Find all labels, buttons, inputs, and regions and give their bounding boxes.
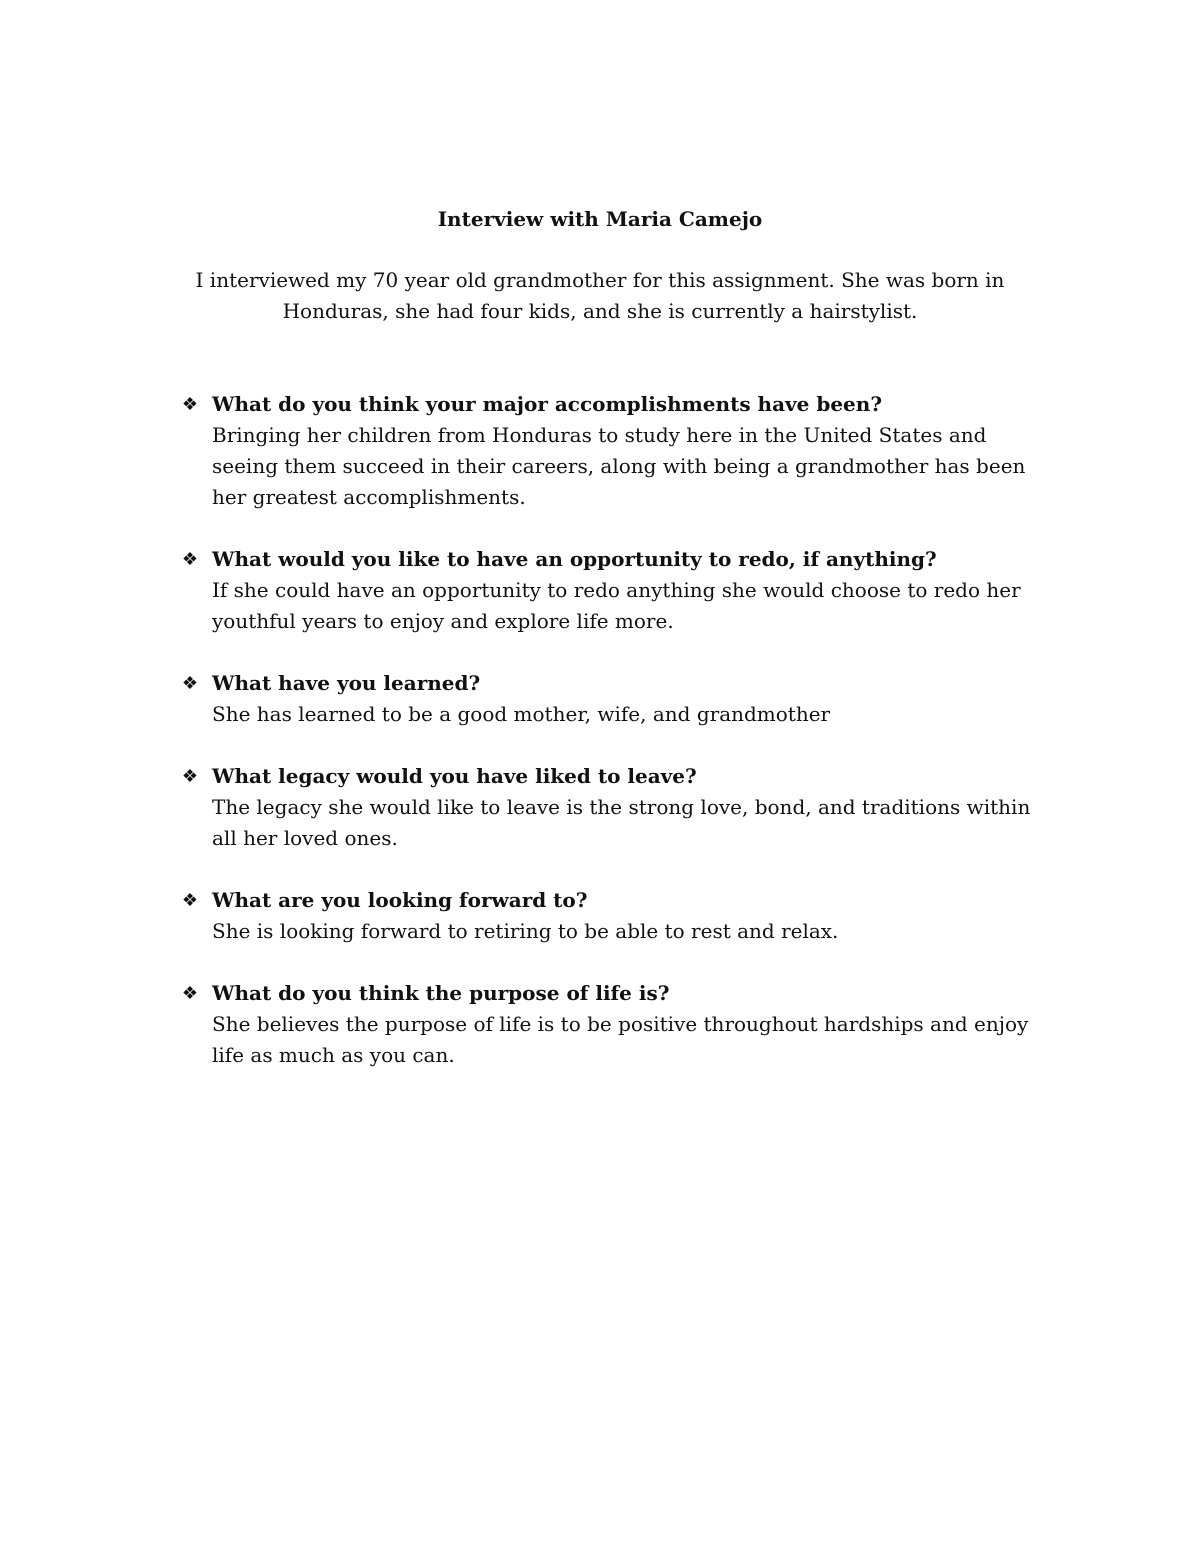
list-item <box>178 668 1058 730</box>
answer-text: Bringing her children from Honduras to study here in the United States and seeing them succeed in their careers, along with being a grandmother has been her greatest accomplishments. <box>212 423 1026 509</box>
diamond-bullet-icon: ❖ <box>181 394 199 415</box>
question-text: What do you think the purpose of life is? <box>212 981 670 1005</box>
question-list <box>178 389 1058 1102</box>
list-item <box>178 389 1058 513</box>
list-item <box>178 544 1058 637</box>
list-item <box>178 885 1058 947</box>
diamond-bullet-icon: ❖ <box>181 673 199 694</box>
document-title: Interview with Maria Camejo <box>437 207 763 231</box>
answer-text: The legacy she would like to leave is the strong love, bond, and traditions within all her loved ones. <box>212 795 1031 850</box>
diamond-bullet-icon: ❖ <box>181 766 199 787</box>
answer-text: She believes the purpose of life is to be positive throughout hardships and enjoy life as much as you can. <box>212 1012 1029 1067</box>
question-text: What legacy would you have liked to leave? <box>212 764 697 788</box>
intro-paragraph: I interviewed my 70 year old grandmother for this assignment. She was born in Honduras, she had four kids, and she is currently a hairstylist. <box>195 268 1005 323</box>
diamond-bullet-icon: ❖ <box>181 549 199 570</box>
list-item <box>178 761 1058 854</box>
diamond-bullet-icon: ❖ <box>181 983 199 1004</box>
question-text: What have you learned? <box>212 671 481 695</box>
question-text: What do you think your major accomplishments have been? <box>212 392 883 416</box>
question-text: What would you like to have an opportunity to redo, if anything? <box>212 547 937 571</box>
question-text: What are you looking forward to? <box>212 888 588 912</box>
answer-text: If she could have an opportunity to redo anything she would choose to redo her youthful years to enjoy and explore life more. <box>212 578 1021 633</box>
answer-text: She has learned to be a good mother, wife, and grandmother <box>212 702 831 726</box>
answer-text: She is looking forward to retiring to be able to rest and relax. <box>212 919 839 943</box>
list-item <box>178 978 1058 1071</box>
diamond-bullet-icon: ❖ <box>181 890 199 911</box>
